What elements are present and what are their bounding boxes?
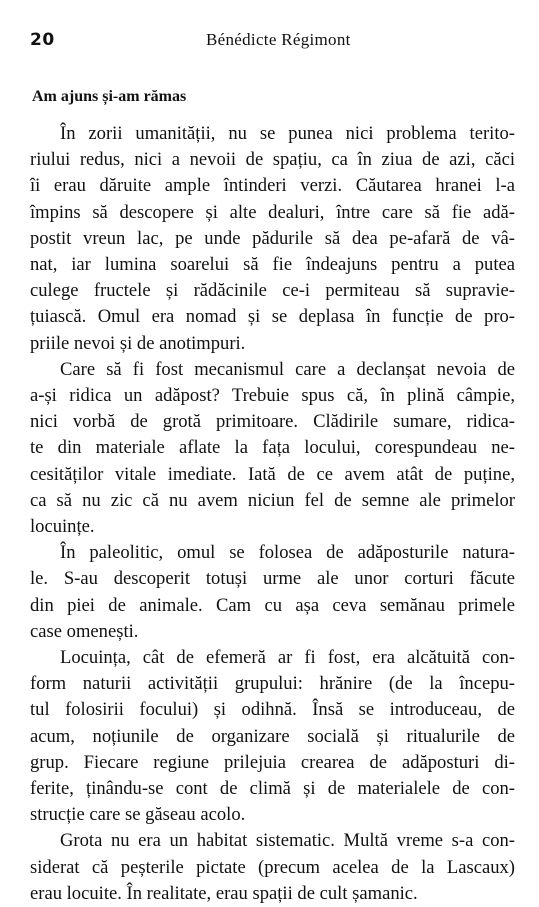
text-line: Locuința, cât de efemeră ar fi fost, era alcătuită con- (60, 647, 515, 669)
paragraph (30, 121, 515, 357)
page-number: 20 (30, 30, 55, 50)
text-line: îi erau dăruite ample întinderi verzi. Căutarea hranei l-a (30, 175, 515, 197)
text-line: cesităților vitale imediate. Iată de ce avem atât de puține, (30, 463, 515, 485)
running-head (30, 30, 509, 54)
paragraph (30, 540, 515, 645)
text-line: erau locuite. În realitate, erau spații de cult șamanic. (30, 882, 418, 904)
text-line: nici vorbă de grotă primitoare. Clădirile sumare, ridica- (30, 411, 515, 433)
text-line: a-și ridica un adăpost? Trebuie spus că, în plină câmpie, (30, 385, 515, 407)
paragraph (30, 828, 515, 907)
body-text (30, 121, 515, 907)
text-line: din piei de animale. Cam cu așa ceva semănau primele (30, 594, 515, 616)
text-line: Care să fi fost mecanismul care a declanșat nevoia de (60, 358, 515, 380)
text-line: acum, noțiunile de organizare socială și ritualurile de (30, 725, 515, 747)
text-line: țuiască. Omul era nomad și se deplasa în funcție de pro- (30, 306, 515, 328)
text-line: postit vreun lac, pe unde pădurile să dea pe-afară de vâ- (30, 227, 515, 249)
text-line: siderat că peșterile pictate (precum acelea de la Lascaux) (30, 856, 515, 878)
text-line: În zorii umanității, nu se punea nici problema terito- (60, 123, 515, 144)
text-line: case omenești. (30, 620, 139, 642)
text-line: riului redus, nici a nevoii de spațiu, ca în ziua de azi, căci (30, 149, 515, 171)
author-name: Bénédicte Régimont (206, 30, 351, 49)
text-line: nat, iar lumina soarelui să fie îndeajuns pentru a putea (30, 254, 515, 276)
text-line: te din materiale aflate la fața locului, corespundeau ne- (30, 437, 515, 459)
paragraph (30, 357, 515, 540)
text-line: culege fructele și rădăcinile ce-i permiteau să supravie- (30, 280, 515, 302)
text-line: strucție care se găseau acolo. (30, 804, 246, 826)
text-line: grup. Fiecare regiune prilejuia crearea de adăposturi di- (30, 751, 515, 773)
text-line: În paleolitic, omul se folosea de adăposturile natura- (60, 542, 515, 564)
text-line: form naturii activității grupului: hrănire (de la începu- (30, 673, 515, 695)
text-line: priile nevoi și de anotimpuri. (30, 332, 246, 354)
text-line: tul folosirii focului) și odihnă. Însă se introduceau, de (30, 699, 515, 721)
text-line: le. S-au descoperit totuși urme ale unor corturi făcute (30, 568, 515, 590)
text-line: Grota nu era un habitat sistematic. Multă vreme s-a con- (60, 830, 515, 852)
text-line: locuințe. (30, 516, 95, 538)
text-line: ferite, ținându-se cont de climă și de materialele de con- (30, 778, 515, 800)
section-title: Am ajuns și-am rămas (32, 88, 187, 105)
text-line: ca să nu zic că nu avem niciun fel de semne ale primelor (30, 489, 515, 511)
text-line: împins să descopere și alte dealuri, între care să fie adă- (30, 201, 515, 223)
paragraph (30, 645, 515, 828)
